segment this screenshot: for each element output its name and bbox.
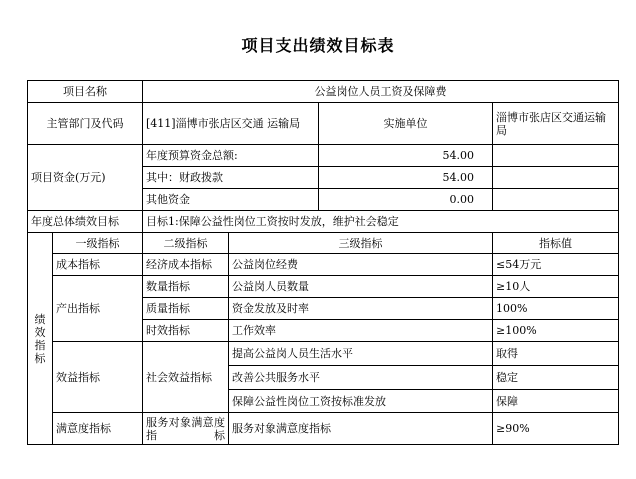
impl-unit-value: 淄博市张店区交通运输局 bbox=[493, 103, 619, 145]
level1-cell: 满意度指标 bbox=[53, 413, 143, 445]
annual-budget-label: 年度预算资金总额: bbox=[143, 145, 319, 167]
other-fund-label: 其他资金 bbox=[143, 189, 319, 211]
other-fund-value: 0.00 bbox=[319, 189, 493, 211]
fiscal-label: 其中：财政拨款 bbox=[143, 167, 319, 189]
level2-header: 二级指标 bbox=[143, 233, 229, 254]
level1-header: 一级指标 bbox=[53, 233, 143, 254]
annual-budget-value: 54.00 bbox=[319, 145, 493, 167]
level2-cell: 经济成本指标 bbox=[143, 254, 229, 276]
impl-unit-label: 实施单位 bbox=[319, 103, 493, 145]
empty-cell bbox=[493, 189, 619, 211]
level2-cell: 时效指标 bbox=[143, 320, 229, 342]
level2-cell: 社会效益指标 bbox=[143, 342, 229, 413]
level2-cell: 质量指标 bbox=[143, 298, 229, 320]
value-cell: 稳定 bbox=[493, 366, 619, 390]
level3-cell: 保障公益性岗位工资按标准发放 bbox=[229, 390, 493, 413]
dept-code-label: 主管部门及代码 bbox=[28, 103, 143, 145]
level3-header: 三级指标 bbox=[229, 233, 493, 254]
annual-goal-value: 目标1:保障公益性岗位工资按时发放，维护社会稳定 bbox=[143, 211, 619, 233]
level2-cell: 数量指标 bbox=[143, 276, 229, 298]
level3-cell: 公益岗人员数量 bbox=[229, 276, 493, 298]
level1-cell: 成本指标 bbox=[53, 254, 143, 276]
value-header: 指标值 bbox=[493, 233, 619, 254]
page-title: 项目支出绩效目标表 bbox=[241, 36, 395, 55]
level3-cell: 提高公益岗人员生活水平 bbox=[229, 342, 493, 366]
fiscal-value: 54.00 bbox=[319, 167, 493, 189]
level3-cell: 改善公共服务水平 bbox=[229, 366, 493, 390]
performance-table bbox=[27, 80, 619, 445]
level3-cell: 公益岗位经费 bbox=[229, 254, 493, 276]
value-cell: 100% bbox=[493, 298, 619, 320]
annual-goal-label: 年度总体绩效目标 bbox=[28, 211, 143, 233]
empty-cell bbox=[493, 167, 619, 189]
level3-cell: 工作效率 bbox=[229, 320, 493, 342]
value-cell: ≥100% bbox=[493, 320, 619, 342]
perf-index-label: 绩效指标 bbox=[28, 233, 53, 445]
value-cell: ≥10人 bbox=[493, 276, 619, 298]
value-cell: ≥90% bbox=[493, 413, 619, 445]
dept-code-value: [411]淄博市张店区交通 运输局 bbox=[143, 103, 319, 145]
value-cell: 保障 bbox=[493, 390, 619, 413]
project-fund-label: 项目资金(万元) bbox=[28, 145, 143, 211]
value-cell: ≤54万元 bbox=[493, 254, 619, 276]
project-name-value: 公益岗位人员工资及保障费 bbox=[143, 81, 619, 103]
level1-cell: 效益指标 bbox=[53, 342, 143, 413]
project-name-label: 项目名称 bbox=[28, 81, 143, 103]
value-cell: 取得 bbox=[493, 342, 619, 366]
level3-cell: 资金发放及时率 bbox=[229, 298, 493, 320]
level2-cell: 服务对象满意度指标 bbox=[143, 413, 229, 445]
empty-cell bbox=[493, 145, 619, 167]
level1-cell: 产出指标 bbox=[53, 276, 143, 342]
level3-cell: 服务对象满意度指标 bbox=[229, 413, 493, 445]
